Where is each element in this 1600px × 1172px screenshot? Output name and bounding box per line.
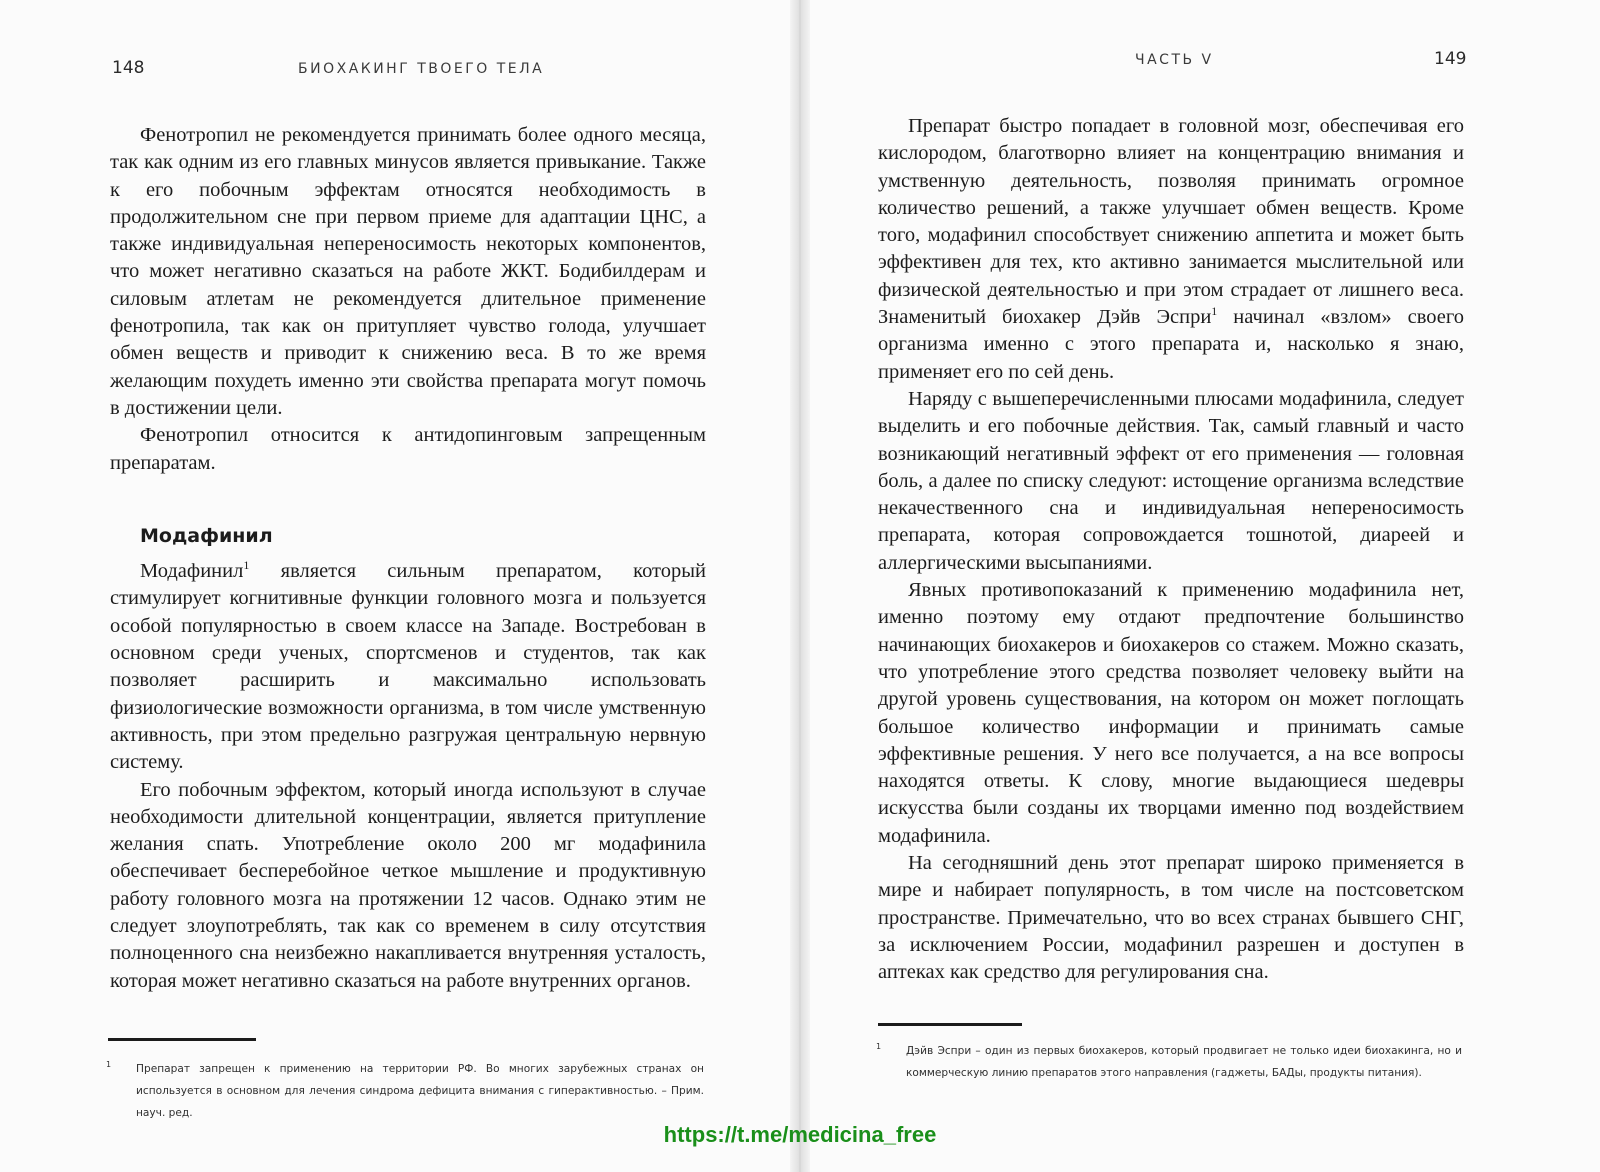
- paragraph: Явных противопоказаний к применению модафинила нет, именно поэтому ему отдают предпочтение большинство начинающих биохакеров и биохакеров со стажем. Можно сказать, что употребление этого средства позволяет человеку выйти на другой уровень существования, на котором он может поглощать большое количество информации и принимать самые эффективные решения. У него все получается, а на все вопросы находятся ответы. К слову, многие выдающиеся шедевры искусства были созданы их творцами именно под воздействием модафинила.: [878, 579, 1464, 847]
- footnote-mark: 1: [106, 1060, 112, 1069]
- footnote-ref: 1: [1211, 304, 1218, 319]
- footnote-mark: 1: [876, 1042, 882, 1051]
- running-head: ЧАСТЬ V: [1135, 52, 1214, 68]
- paragraph-text: является сильным препаратом, который стимулирует когнитивные функции головного мозга и пользуется особой популярностью в своем классе на Западе. Востребован в основном среди ученых, спортсменов и студентов, так как позволяет расширить и максимально использовать физиологические возможности организма, в том числе умственную активность, при этом предельно разгружая центральную нервную систему.: [110, 560, 706, 774]
- paragraph: Фенотропил относится к антидопинговым запрещенным препаратам.: [110, 424, 706, 474]
- footnote-text: Дэйв Эспри – один из первых биохакеров, который продвигает не только идеи биохакинга, но и коммерческую линию препаратов этого направления (гаджеты, БАДы, продукты питания).: [906, 1045, 1462, 1079]
- book-gutter: [790, 0, 810, 1172]
- paragraph: [110, 558, 706, 776]
- footnote-rule: [878, 1023, 1022, 1026]
- page-number: 148: [112, 58, 145, 78]
- left-body-text: [110, 122, 706, 995]
- right-body-text: [878, 113, 1464, 987]
- running-head: БИОХАКИНГ ТВОЕГО ТЕЛА: [298, 61, 545, 77]
- paragraph-text: начинал «взлом» своего организма именно с этого препарата и, насколько я знаю, применяет его по сей день.: [878, 306, 1464, 383]
- footnote: [876, 1040, 1462, 1084]
- paragraph: Фенотропил не рекомендуется принимать более одного месяца, так как одним из его главных минусов является привыкание. Также к его побочным эффектам относятся необходимость в продолжительном сне при первом приеме для адаптации ЦНС, а также индивидуальная непереносимость некоторых компонентов, что может негативно сказаться на работе ЖКТ. Бодибилдерам и силовым атлетам не рекомендуется длительное применение фенотропила, так как он притупляет чувство голода, улучшает обмен веществ и приводит к снижению веса. В то же время желающим похудеть именно эти свойства препарата могут помочь в достижении цели.: [110, 124, 706, 419]
- section-heading: Модафинил: [140, 524, 273, 547]
- footnote-rule: [108, 1038, 256, 1041]
- watermark-link[interactable]: https://t.me/medicina_free: [663, 1122, 937, 1147]
- paragraph: На сегодняшний день этот препарат широко применяется в мире и набирает популярность, в том числе на постсоветском пространстве. Примечательно, что во всех странах бывшего СНГ, за исключением России, модафинил разрешен и доступен в аптеках как средство для регулирования сна.: [878, 852, 1464, 984]
- page-number: 149: [1434, 49, 1467, 69]
- footnote: [106, 1058, 704, 1124]
- right-page: [810, 0, 1600, 1172]
- paragraph-text: Препарат быстро попадает в головной мозг, обеспечивая его кислородом, благотворно влияет на концентрацию внимания и умственную деятельность, позволяя принимать огромное количество решений, а также улучшает обмен веществ. Кроме того, модафинил способствует снижению аппетита и может быть эффективен для тех, кто активно занимается мыслительной или физической деятельностью и при этом страдает от лишнего веса. Знаменитый биохакер Дэйв Эспри: [878, 115, 1464, 329]
- footnote-ref: 1: [243, 558, 250, 573]
- paragraph: [878, 113, 1464, 386]
- paragraph: Наряду с вышеперечисленными плюсами модафинила, следует выделить и его побочные действия. Так, самый главный и часто возникающий негативный эффект от его применения — головная боль, а далее по списку следуют: истощение организма вследствие некачественного сна и индивидуальная непереносимость препарата, которая сопровождается тошнотой, диареей и аллергическими высыпаниями.: [878, 387, 1464, 574]
- term-modafinil: Модафинил: [140, 560, 244, 583]
- footnote-text: Препарат запрещен к применению на территории РФ. Во многих зарубежных странах он используется в основном для лечения синдрома дефицита внимания с гиперактивностью. – Прим. науч. ред.: [136, 1063, 704, 1119]
- left-page: [0, 0, 790, 1172]
- paragraph: Его побочным эффектом, который иногда используют в случае необходимости длительной концентрации, является притупление желания спать. Употребление около 200 мг модафинила обеспечивает бесперебойное четкое мышление и продуктивную работу головного мозга на протяжении 12 часов. Однако этим не следует злоупотреблять, так как со временем в силу отсутствия полноценного сна неизбежно накапливается внутренняя усталость, которая может негативно сказаться на работе внутренних органов.: [110, 778, 706, 992]
